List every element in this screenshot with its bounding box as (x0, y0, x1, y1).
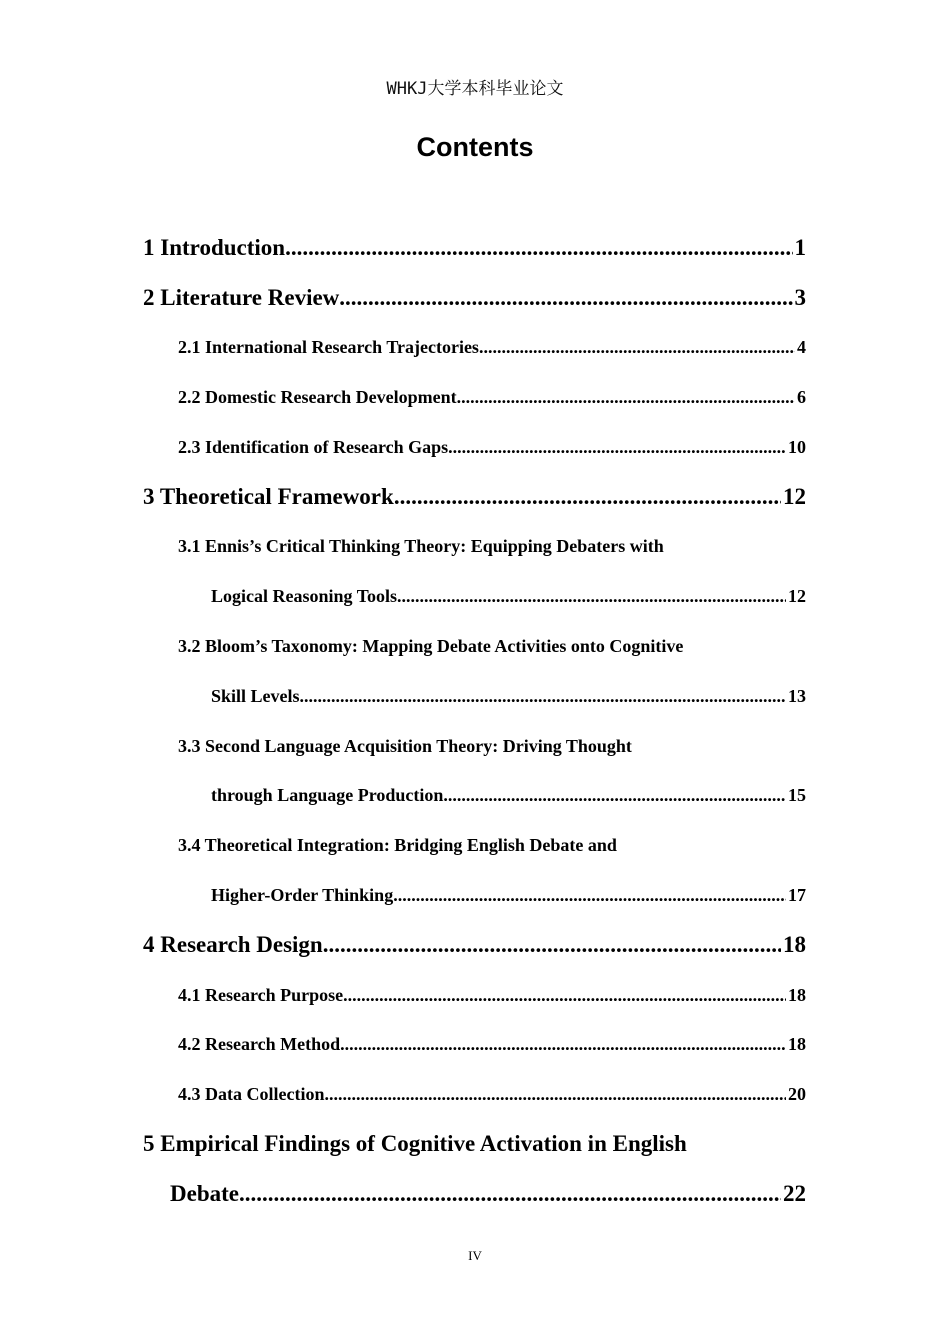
toc-entry-label: 4 Research Design (143, 932, 323, 957)
toc-entry-label: 2.2 Domestic Research Development (178, 387, 457, 407)
toc-entry-international-research[interactable] (178, 337, 806, 358)
toc-leader-dots (285, 235, 792, 261)
toc-leader-dots (324, 1084, 786, 1105)
toc-entry-label: Debate (170, 1181, 239, 1206)
toc-entry-empirical-findings[interactable] (170, 1181, 806, 1207)
toc-leader-dots (339, 285, 792, 311)
toc-entry-label: Logical Reasoning Tools (211, 586, 398, 606)
toc-entry-label: Skill Levels (211, 686, 300, 706)
toc-leader-dots (448, 437, 786, 458)
toc-entry-page: 20 (788, 1084, 806, 1104)
toc-entry-ennis-theory[interactable] (211, 586, 806, 607)
toc-entry-line1[interactable]: 5 Empirical Findings of Cognitive Activation in English (143, 1131, 687, 1156)
toc-entry-introduction[interactable] (143, 235, 806, 261)
toc-leader-dots (479, 337, 795, 358)
toc-entry-page: 18 (788, 1034, 806, 1054)
toc-leader-dots (457, 387, 795, 408)
toc-entry-label: 2.3 Identification of Research Gaps (178, 437, 449, 457)
toc-entry-page: 3 (794, 285, 806, 310)
toc-leader-dots (394, 484, 781, 510)
toc-leader-dots (443, 785, 786, 806)
toc-entry-page: 17 (788, 885, 806, 905)
toc-entry-page: 10 (788, 437, 806, 457)
toc-entry-page: 13 (788, 686, 806, 706)
toc-entry-literature-review[interactable] (143, 285, 806, 311)
toc-entry-line1[interactable]: 3.1 Ennis’s Critical Thinking Theory: Equipping Debaters with (178, 536, 664, 556)
toc-entry-line1[interactable]: 3.2 Bloom’s Taxonomy: Mapping Debate Activities onto Cognitive (178, 636, 684, 656)
toc-entry-page: 15 (788, 785, 806, 805)
toc-entry-bloom-taxonomy[interactable] (211, 686, 806, 707)
toc-entry-label: 1 Introduction (143, 235, 286, 260)
toc-leader-dots (323, 932, 781, 958)
page-title: Contents (416, 132, 534, 162)
toc-entry-label: through Language Production (211, 785, 444, 805)
toc-entry-line1[interactable]: 3.3 Second Language Acquisition Theory: Driving Thought (178, 736, 632, 756)
toc-entry-research-gaps[interactable] (178, 437, 806, 458)
toc-entry-theoretical-framework[interactable] (143, 484, 806, 510)
toc-entry-page: 6 (797, 387, 806, 407)
toc-entry-sla-theory[interactable] (211, 785, 806, 806)
toc-entry-page: 22 (783, 1181, 806, 1206)
toc-entry-label: 3 Theoretical Framework (143, 484, 394, 509)
toc-entry-page: 12 (783, 484, 806, 509)
toc-leader-dots (397, 586, 786, 607)
page-number: IV (468, 1248, 482, 1263)
toc-entry-label: 4.1 Research Purpose (178, 985, 344, 1005)
toc-entry-page: 18 (783, 932, 806, 957)
toc-entry-page: 18 (788, 985, 806, 1005)
toc-entry-page: 4 (797, 337, 806, 357)
page-header: WHKJ大学本科毕业论文 (386, 79, 564, 99)
toc-leader-dots (300, 686, 786, 707)
toc-leader-dots (340, 1034, 786, 1055)
toc-leader-dots (239, 1181, 781, 1207)
toc-entry-theoretical-integration[interactable] (211, 885, 806, 906)
toc-leader-dots (343, 985, 786, 1006)
toc-entry-label: 2.1 International Research Trajectories (178, 337, 479, 357)
toc-entry-page: 1 (794, 235, 806, 260)
toc-entry-research-method[interactable] (178, 1034, 806, 1055)
toc-entry-data-collection[interactable] (178, 1084, 806, 1105)
toc-entry-research-purpose[interactable] (178, 985, 806, 1006)
toc-entry-research-design[interactable] (143, 932, 806, 958)
toc-entry-page: 12 (788, 586, 806, 606)
toc-entry-label: 2 Literature Review (143, 285, 340, 310)
toc-entry-label: 4.2 Research Method (178, 1034, 341, 1054)
toc-entry-line1[interactable]: 3.4 Theoretical Integration: Bridging English Debate and (178, 835, 617, 855)
toc-entry-domestic-research[interactable] (178, 387, 806, 408)
toc-entry-label: 4.3 Data Collection (178, 1084, 325, 1104)
toc-leader-dots (393, 885, 786, 906)
toc-entry-label: Higher-Order Thinking (211, 885, 394, 905)
